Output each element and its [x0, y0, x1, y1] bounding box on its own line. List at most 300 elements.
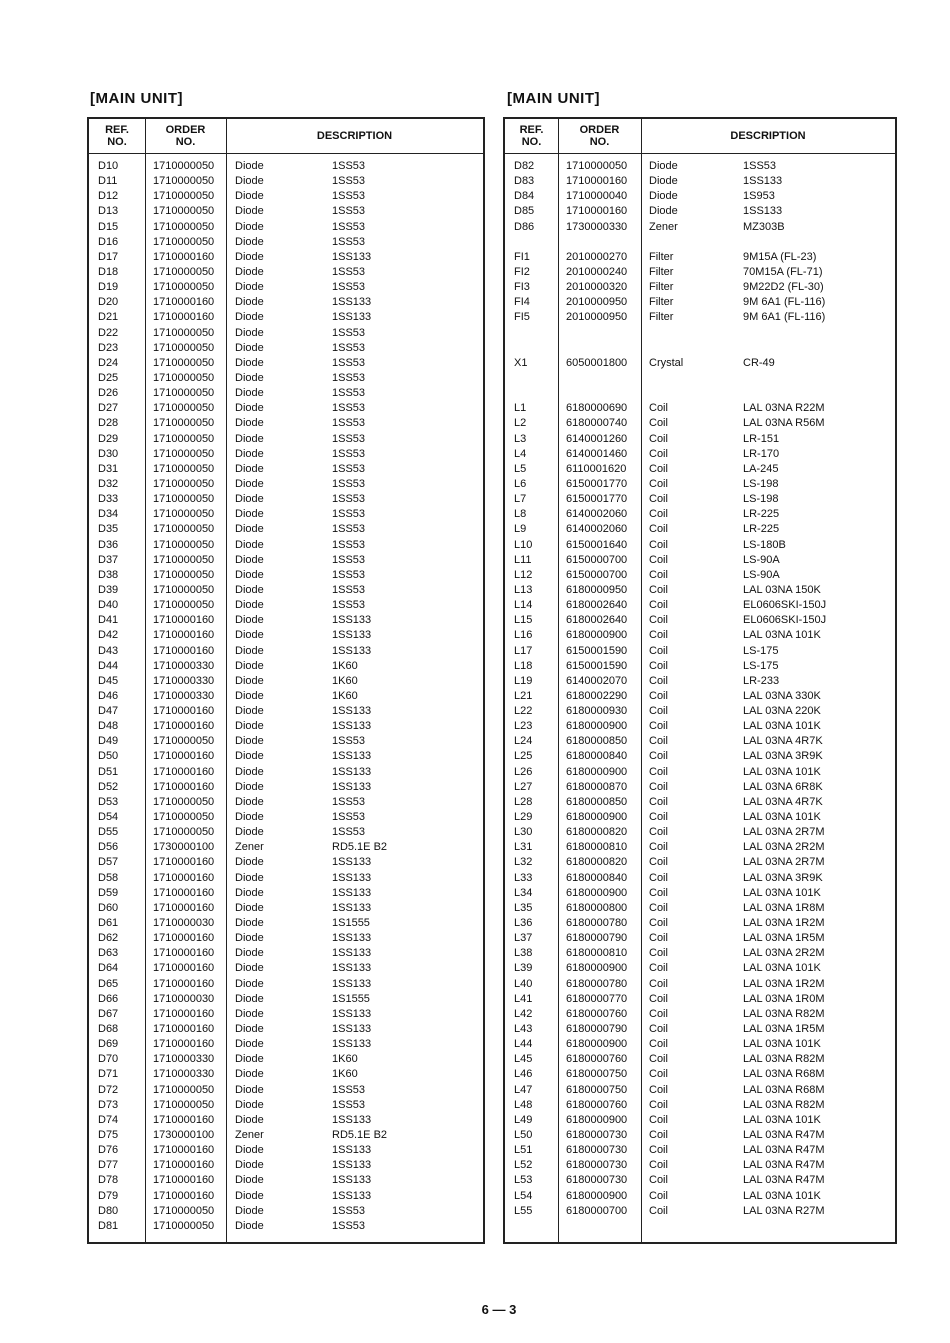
- type-cell: Coil: [649, 462, 668, 475]
- ref-no-cell: L55: [514, 1204, 533, 1217]
- order-no-cell: 1710000160: [153, 1023, 215, 1036]
- part-cell: 1SS53: [332, 1204, 366, 1217]
- part-cell: 1SS53: [332, 235, 366, 248]
- order-no-cell: 1710000160: [153, 629, 215, 642]
- part-cell: LAL 03NA 101K: [743, 629, 821, 642]
- order-no-cell: 1710000050: [153, 281, 215, 294]
- order-no-cell: 1710000050: [153, 795, 215, 808]
- type-cell: Diode: [235, 689, 264, 702]
- order-no-cell: 2010000950: [566, 311, 628, 324]
- type-cell: Diode: [235, 674, 264, 687]
- type-cell: Coil: [649, 720, 668, 733]
- part-cell: LS-180B: [743, 538, 786, 551]
- ref-no-cell: L42: [514, 1007, 533, 1020]
- table-row: [89, 840, 483, 855]
- type-cell: Diode: [649, 160, 678, 172]
- table-row: [505, 795, 895, 810]
- type-cell: Diode: [235, 1098, 264, 1111]
- ref-no-cell: L52: [514, 1159, 533, 1172]
- type-cell: Diode: [235, 508, 264, 521]
- ref-no-cell: D86: [514, 220, 535, 233]
- part-cell: LAL 03NA 1R2M: [743, 917, 825, 930]
- table-row: [505, 598, 895, 613]
- table-row: [89, 295, 483, 310]
- type-cell: Diode: [235, 765, 264, 778]
- order-no-cell: 6180000820: [566, 856, 628, 869]
- ref-no-cell: D60: [98, 901, 119, 914]
- part-cell: LA-245: [743, 462, 779, 475]
- type-cell: Coil: [649, 1174, 668, 1187]
- part-cell: 1SS53: [332, 795, 366, 808]
- table-row: [505, 780, 895, 795]
- ref-no-cell: D10: [98, 160, 119, 172]
- part-cell: 1SS133: [332, 629, 372, 642]
- order-no-cell: 1710000160: [153, 250, 215, 263]
- order-no-cell: 6180000950: [566, 583, 628, 596]
- ref-no-cell: D85: [514, 205, 535, 218]
- ref-no-cell: D15: [98, 220, 119, 233]
- type-cell: Diode: [235, 629, 264, 642]
- type-cell: Diode: [235, 205, 264, 218]
- part-cell: 1K60: [332, 689, 358, 702]
- part-cell: 1SS133: [332, 644, 372, 657]
- ref-no-cell: L40: [514, 977, 533, 990]
- table-row: [505, 356, 895, 371]
- order-no-cell: 6180002640: [566, 614, 628, 627]
- table-row: [505, 1083, 895, 1098]
- table-row: [89, 583, 483, 598]
- part-cell: LR-225: [743, 508, 780, 521]
- part-cell: 1SS133: [332, 1038, 372, 1051]
- ref-no-cell: D18: [98, 265, 119, 278]
- ref-no-cell: L23: [514, 720, 533, 733]
- part-cell: LS-90A: [743, 568, 780, 581]
- part-cell: 1SS133: [332, 296, 372, 309]
- ref-no-cell: L26: [514, 765, 533, 778]
- type-cell: Diode: [235, 250, 264, 263]
- part-cell: LAL 03NA 220K: [743, 705, 821, 718]
- table-row: [505, 734, 895, 749]
- ref-no-cell: L51: [514, 1144, 533, 1157]
- left-section-title: [MAIN UNIT]: [90, 90, 183, 107]
- part-cell: 1SS133: [332, 977, 372, 990]
- table-row: [505, 204, 895, 219]
- type-cell: Coil: [649, 644, 668, 657]
- part-cell: LAL 03NA R47M: [743, 1159, 825, 1172]
- type-cell: Filter: [649, 265, 674, 278]
- ref-no-cell: L14: [514, 599, 533, 612]
- order-no-cell: 1710000160: [566, 205, 628, 218]
- ref-no-cell: D11: [98, 175, 118, 188]
- ref-no-cell: X1: [514, 356, 528, 369]
- type-cell: Coil: [649, 811, 668, 824]
- ref-no-cell: L21: [514, 689, 533, 702]
- type-cell: Coil: [649, 417, 668, 430]
- ref-no-cell: D21: [98, 311, 119, 324]
- table-row: [505, 583, 895, 598]
- part-cell: LAL 03NA 101K: [743, 962, 821, 975]
- order-no-cell: 1710000050: [153, 1083, 215, 1096]
- type-cell: Diode: [235, 720, 264, 733]
- type-cell: Diode: [235, 811, 264, 824]
- table-row: [89, 1022, 483, 1037]
- ref-no-cell: FI2: [514, 265, 530, 278]
- part-cell: 1SS53: [332, 568, 366, 581]
- type-cell: Diode: [649, 190, 678, 203]
- part-cell: LAL 03NA 101K: [743, 1189, 821, 1202]
- type-cell: Filter: [649, 250, 674, 263]
- table-row: [505, 189, 895, 204]
- table-row: [89, 220, 483, 235]
- part-cell: LAL 03NA R82M: [743, 1007, 825, 1020]
- part-cell: MZ303B: [743, 220, 785, 233]
- order-no-cell: 6140002070: [566, 674, 628, 687]
- order-no-cell: 1710000160: [153, 1189, 215, 1202]
- order-no-cell: 1710000030: [153, 917, 215, 930]
- ref-no-cell: L2: [514, 417, 527, 430]
- order-no-cell: 6180000900: [566, 1038, 628, 1051]
- table-row: [89, 507, 483, 522]
- part-cell: LS-198: [743, 493, 779, 506]
- ref-no-cell: D78: [98, 1174, 119, 1187]
- type-cell: Diode: [235, 220, 264, 233]
- type-cell: Diode: [235, 977, 264, 990]
- type-cell: Diode: [235, 826, 264, 839]
- order-no-cell: 1710000050: [153, 175, 215, 188]
- table-row: [505, 855, 895, 870]
- type-cell: Coil: [649, 432, 668, 445]
- type-cell: Coil: [649, 1053, 668, 1066]
- type-cell: Coil: [649, 402, 668, 415]
- type-cell: Diode: [235, 175, 264, 188]
- ref-no-cell: D29: [98, 432, 119, 445]
- table-row: [89, 477, 483, 492]
- order-no-cell: 1710000050: [153, 1219, 215, 1232]
- order-no-cell: 1710000330: [153, 674, 215, 687]
- type-cell: Coil: [649, 568, 668, 581]
- part-cell: 70M15A (FL-71): [743, 265, 823, 278]
- part-cell: LS-90A: [743, 553, 780, 566]
- table-row: [505, 447, 895, 462]
- table-row: [89, 704, 483, 719]
- ref-no-cell: D57: [98, 856, 119, 869]
- type-cell: Diode: [235, 477, 264, 490]
- type-cell: Coil: [649, 735, 668, 748]
- order-no-cell: 1710000050: [153, 523, 215, 536]
- order-no-cell: 1710000050: [153, 508, 215, 521]
- order-no-cell: 6140001260: [566, 432, 628, 445]
- order-no-cell: 6180002290: [566, 689, 628, 702]
- table-row: [505, 871, 895, 886]
- table-row: [89, 462, 483, 477]
- part-cell: 1SS53: [332, 538, 366, 551]
- part-cell: LAL 03NA 1R0M: [743, 992, 825, 1005]
- order-no-cell: 6180000900: [566, 886, 628, 899]
- ref-no-cell: L37: [514, 932, 533, 945]
- table-row: [505, 1067, 895, 1082]
- type-cell: Coil: [649, 1023, 668, 1036]
- part-cell: 1SS133: [332, 1023, 372, 1036]
- order-no-cell: 6180000750: [566, 1083, 628, 1096]
- order-no-cell: 1710000330: [153, 1068, 215, 1081]
- order-no-cell: 1710000050: [153, 356, 215, 369]
- ref-no-cell: L33: [514, 871, 533, 884]
- ref-no-cell: L8: [514, 508, 527, 521]
- table-row: [89, 1037, 483, 1052]
- table-row: [505, 538, 895, 553]
- order-no-cell: 1710000050: [153, 568, 215, 581]
- table-row: [89, 1128, 483, 1143]
- order-no-cell: 6180000930: [566, 705, 628, 718]
- ref-no-cell: L12: [514, 568, 533, 581]
- table-row: [505, 1098, 895, 1113]
- order-no-cell: 1710000050: [153, 493, 215, 506]
- type-cell: Diode: [235, 992, 264, 1005]
- type-cell: Coil: [649, 765, 668, 778]
- type-cell: Coil: [649, 947, 668, 960]
- table-row: [89, 613, 483, 628]
- type-cell: Coil: [649, 1083, 668, 1096]
- part-cell: LAL 03NA R22M: [743, 402, 825, 415]
- type-cell: Coil: [649, 538, 668, 551]
- order-no-cell: 1730000330: [566, 220, 628, 233]
- ref-no-cell: L18: [514, 659, 533, 672]
- table-row: [89, 1143, 483, 1158]
- type-cell: Zener: [649, 220, 678, 233]
- order-no-cell: 6180000770: [566, 992, 628, 1005]
- table-row: [89, 386, 483, 401]
- ref-no-cell: D26: [98, 387, 119, 400]
- table-row: [505, 432, 895, 447]
- ref-no-cell: D34: [98, 508, 119, 521]
- type-cell: Coil: [649, 826, 668, 839]
- part-cell: 1SS53: [332, 220, 366, 233]
- ref-no-cell: D74: [98, 1113, 119, 1126]
- order-no-cell: 6180000730: [566, 1174, 628, 1187]
- type-cell: Diode: [235, 523, 264, 536]
- table-row: [89, 204, 483, 219]
- order-no-cell: 1710000050: [566, 160, 628, 172]
- ref-no-cell: D23: [98, 341, 119, 354]
- type-cell: Coil: [649, 447, 668, 460]
- part-cell: 1SS53: [332, 356, 366, 369]
- ref-no-cell: D30: [98, 447, 119, 460]
- part-cell: LR-233: [743, 674, 780, 687]
- ref-no-cell: L48: [514, 1098, 533, 1111]
- ref-no-cell: D35: [98, 523, 119, 536]
- part-cell: 1SS133: [332, 250, 372, 263]
- ref-no-cell: L13: [514, 583, 533, 596]
- table-row: [89, 341, 483, 356]
- part-cell: LR-151: [743, 432, 780, 445]
- order-no-cell: 6180000850: [566, 795, 628, 808]
- table-row: [505, 326, 895, 341]
- table-row: [505, 492, 895, 507]
- order-no-cell: 1710000160: [153, 1038, 215, 1051]
- part-cell: LAL 03NA R82M: [743, 1098, 825, 1111]
- part-cell: LAL 03NA 2R7M: [743, 826, 825, 839]
- ref-no-cell: L16: [514, 629, 533, 642]
- table-row: [505, 341, 895, 356]
- part-cell: LAL 03NA 3R9K: [743, 750, 823, 763]
- table-row: [505, 386, 895, 401]
- type-cell: Coil: [649, 917, 668, 930]
- order-no-cell: 6180000900: [566, 962, 628, 975]
- table-row: [505, 931, 895, 946]
- part-cell: 1SS53: [332, 190, 366, 203]
- order-no-cell: 2010000950: [566, 296, 628, 309]
- order-no-cell: 1710000050: [153, 538, 215, 551]
- order-no-cell: 6180000840: [566, 871, 628, 884]
- ref-no-cell: L46: [514, 1068, 533, 1081]
- table-row: [89, 189, 483, 204]
- table-row: [505, 1158, 895, 1173]
- ref-no-cell: D49: [98, 735, 119, 748]
- part-cell: LAL 03NA R68M: [743, 1083, 825, 1096]
- part-cell: LS-198: [743, 477, 779, 490]
- ref-no-cell: D84: [514, 190, 535, 203]
- type-cell: Diode: [235, 538, 264, 551]
- order-no-cell: 1710000160: [153, 311, 215, 324]
- type-cell: Diode: [235, 1204, 264, 1217]
- table-row: [505, 886, 895, 901]
- ref-no-cell: D33: [98, 493, 119, 506]
- ref-no-cell: D20: [98, 296, 119, 309]
- order-no-cell: 6140002060: [566, 508, 628, 521]
- table-row: [89, 356, 483, 371]
- table-row: [505, 674, 895, 689]
- ref-no-cell: D42: [98, 629, 119, 642]
- table-row: [505, 1189, 895, 1204]
- part-cell: LAL 03NA 101K: [743, 886, 821, 899]
- type-cell: Diode: [235, 1113, 264, 1126]
- part-cell: 1SS53: [743, 160, 777, 172]
- table-row: [89, 432, 483, 447]
- ref-no-cell: D66: [98, 992, 119, 1005]
- order-no-cell: 1710000160: [153, 614, 215, 627]
- type-cell: Coil: [649, 1189, 668, 1202]
- part-cell: LAL 03NA 1R8M: [743, 901, 825, 914]
- right-section-title: [MAIN UNIT]: [507, 90, 600, 107]
- table-row: [89, 522, 483, 537]
- part-cell: LAL 03NA 1R5M: [743, 1023, 825, 1036]
- type-cell: Coil: [649, 523, 668, 536]
- part-cell: EL0606SKI-150J: [743, 614, 827, 627]
- order-no-cell: 1710000050: [153, 826, 215, 839]
- order-no-cell: 6180000790: [566, 1023, 628, 1036]
- ref-no-cell: D54: [98, 811, 119, 824]
- right-parts-table: [503, 117, 897, 1244]
- table-row: [505, 1037, 895, 1052]
- table-row: [505, 1052, 895, 1067]
- type-cell: Diode: [235, 568, 264, 581]
- type-cell: Diode: [649, 205, 678, 218]
- table-row: [89, 1219, 483, 1234]
- table-row: [89, 1083, 483, 1098]
- part-cell: LAL 03NA R82M: [743, 1053, 825, 1066]
- ref-no-cell: D83: [514, 175, 535, 188]
- ref-no-cell: D65: [98, 977, 119, 990]
- order-no-cell: 1710000160: [153, 901, 215, 914]
- ref-no-cell: D53: [98, 795, 119, 808]
- type-cell: Diode: [235, 1174, 264, 1187]
- part-cell: 1K60: [332, 1068, 358, 1081]
- ref-no-cell: L29: [514, 811, 533, 824]
- type-cell: Coil: [649, 599, 668, 612]
- ref-no-cell: D31: [98, 462, 119, 475]
- order-no-cell: 1710000160: [153, 947, 215, 960]
- order-no-cell: 1710000050: [153, 205, 215, 218]
- table-row: [505, 371, 895, 386]
- table-row: [505, 628, 895, 643]
- order-no-cell: 6180000760: [566, 1007, 628, 1020]
- ref-no-cell: L47: [514, 1083, 533, 1096]
- ref-no-cell: D68: [98, 1023, 119, 1036]
- order-no-cell: 1710000050: [153, 811, 215, 824]
- order-no-cell: 6150001590: [566, 659, 628, 672]
- order-no-cell: 1710000330: [153, 1053, 215, 1066]
- page-number: 6 — 3: [481, 1302, 517, 1317]
- type-cell: Diode: [235, 235, 264, 248]
- part-cell: LAL 03NA 6R8K: [743, 780, 823, 793]
- part-cell: EL0606SKI-150J: [743, 599, 827, 612]
- order-no-cell: 6150001770: [566, 493, 628, 506]
- table-row: [89, 946, 483, 961]
- order-no-cell: 6180000810: [566, 841, 628, 854]
- type-cell: Coil: [649, 493, 668, 506]
- order-no-cell: 6180000690: [566, 402, 628, 415]
- part-cell: LAL 03NA 2R2M: [743, 841, 825, 854]
- part-cell: 1SS133: [332, 1189, 372, 1202]
- table-row: [505, 659, 895, 674]
- order-no-cell: 6180000900: [566, 1113, 628, 1126]
- ref-no-cell: D39: [98, 583, 119, 596]
- type-cell: Diode: [235, 917, 264, 930]
- table-row: [505, 1128, 895, 1143]
- type-cell: Coil: [649, 1204, 668, 1217]
- order-no-cell: 1710000160: [153, 1174, 215, 1187]
- table-row: [89, 1067, 483, 1082]
- table-row: [505, 401, 895, 416]
- part-cell: 1SS133: [332, 780, 372, 793]
- ref-no-cell: L25: [514, 750, 533, 763]
- ref-no-cell: D51: [98, 765, 119, 778]
- order-no-cell: 1710000050: [153, 402, 215, 415]
- table-row: [505, 507, 895, 522]
- ref-no-cell: L15: [514, 614, 533, 627]
- ref-no-cell: L27: [514, 780, 533, 793]
- part-cell: 1SS53: [332, 1098, 366, 1111]
- part-cell: 1SS133: [332, 901, 372, 914]
- type-cell: Diode: [649, 175, 678, 188]
- ref-no-cell: FI3: [514, 281, 530, 294]
- order-no-cell: 6180000900: [566, 765, 628, 778]
- order-no-cell: 1710000040: [566, 190, 628, 203]
- part-cell: LAL 03NA R47M: [743, 1174, 825, 1187]
- ref-no-cell: D72: [98, 1083, 119, 1096]
- table-row: [505, 235, 895, 250]
- order-no-cell: 6180000900: [566, 720, 628, 733]
- ref-no-cell: D37: [98, 553, 119, 566]
- table-row: [89, 644, 483, 659]
- ref-no-cell: L10: [514, 538, 533, 551]
- type-cell: Diode: [235, 947, 264, 960]
- part-cell: 1SS53: [332, 1219, 366, 1232]
- left-parts-table: [87, 117, 485, 1244]
- table-row: [89, 1158, 483, 1173]
- ref-no-cell: D56: [98, 841, 119, 854]
- order-no-cell: 1710000050: [153, 160, 215, 172]
